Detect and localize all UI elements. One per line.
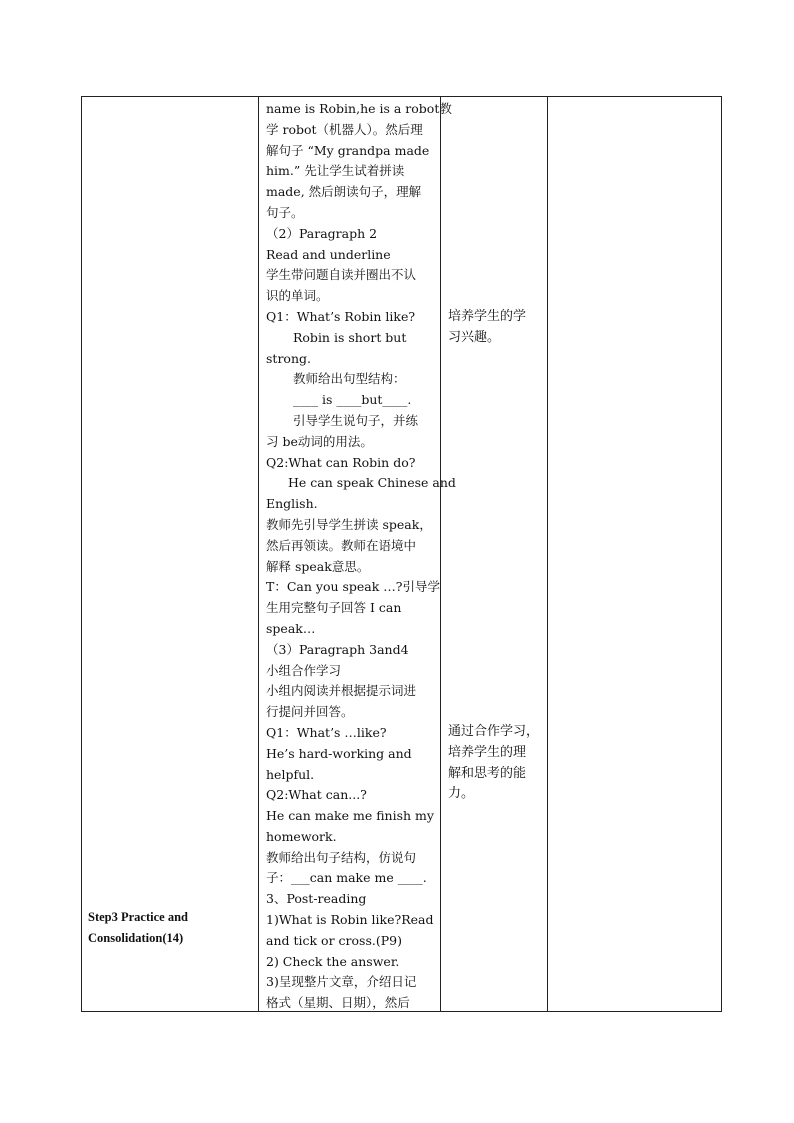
procedure-line: Read and underline [266,246,391,262]
procedure-line: Q1：What’s …like? [266,724,387,740]
procedure-line: ____ is ____but____. [293,392,412,408]
step-title-line: Consolidation(14) [88,931,184,945]
procedure-line: 小组合作学习 [266,662,342,678]
procedure-line: He can make me finish my [266,808,434,824]
procedure-line: T：Can you speak …?引导学 [266,579,441,595]
procedure-line: Robin is short but [293,329,407,345]
procedure-line: （3）Paragraph 3and4 [266,641,409,657]
procedure-line: 解释 speak意思。 [266,558,370,574]
goal-cell-cooperation [448,722,540,805]
procedure-line: 解句子 “My grandpa made [266,142,430,158]
procedure-line: made, 然后朗读句子，理解 [266,184,422,200]
column-divider [440,97,441,1011]
procedure-line: name is Robin,he is a robot教 [266,101,452,116]
procedure-line: Q2:What can Robin do? [266,454,416,470]
procedure-line: 引导学生说句子，并练 [293,412,419,428]
procedure-line: 教师先引导学生拼读 speak， [266,516,432,532]
procedure-line: speak… [266,620,316,636]
procedure-line: 3、Post-reading [266,891,367,907]
lesson-plan-table [81,96,722,1012]
procedure-line: Q2:What can...? [266,787,367,803]
procedure-line: homework. [266,828,337,844]
column-divider [258,97,259,1011]
procedure-line: 学生带问题自读并圈出不认 [266,267,417,283]
goal-line: 培养学生的理 [448,744,527,760]
goal-line: 通过合作学习， [448,724,540,739]
procedure-line: He’s hard-working and [266,745,412,761]
procedure-line: English. [266,496,318,512]
goal-line: 解和思考的能 [448,765,527,781]
procedure-line: 1)What is Robin like?Read [266,912,434,928]
procedure-line: 识的单词。 [266,288,329,304]
goal-line: 培养学生的学 [448,309,527,324]
procedure-line: 生用完整句子回答 I can [266,600,402,616]
procedure-line: helpful. [266,766,315,782]
step-title-line: Step3 Practice and [88,910,188,924]
procedure-line: 然后再领读。教师在语境中 [266,537,417,553]
procedure-line: and tick or cross.(P9) [266,932,402,948]
procedure-line: （2）Paragraph 2 [266,225,378,241]
procedure-line: 句子。 [266,204,304,220]
procedure-line: 小组内阅读并根据提示词进 [266,683,417,699]
procedure-cell [266,99,456,1014]
procedure-line: 2) Check the answer. [266,953,400,969]
procedure-line: He can speak Chinese and [288,475,456,491]
procedure-line: 习 be动词的用法。 [266,433,373,449]
procedure-line: 教师给出句子结构，仿说句 [266,849,417,865]
procedure-line: 格式（星期、日期），然后 [266,995,410,1011]
procedure-line: 学 robot（机器人）。然后理 [266,121,423,137]
procedure-line: 3)呈现整片文章，介绍日记 [266,974,417,990]
step-cell [88,907,258,949]
goal-line: 力。 [448,786,475,802]
goal-cell-interest [448,307,540,349]
goal-line: 习兴趣。 [448,329,501,345]
procedure-line: Q1：What’s Robin like? [266,308,416,324]
procedure-line: 行提问并回答。 [266,704,354,720]
column-divider [547,97,548,1011]
procedure-line: 教师给出句型结构： [293,371,406,387]
procedure-line: 子：___can make me ____. [266,870,427,886]
procedure-line: strong. [266,350,311,366]
procedure-line: him.” 先让学生试着拼读 [266,163,405,179]
